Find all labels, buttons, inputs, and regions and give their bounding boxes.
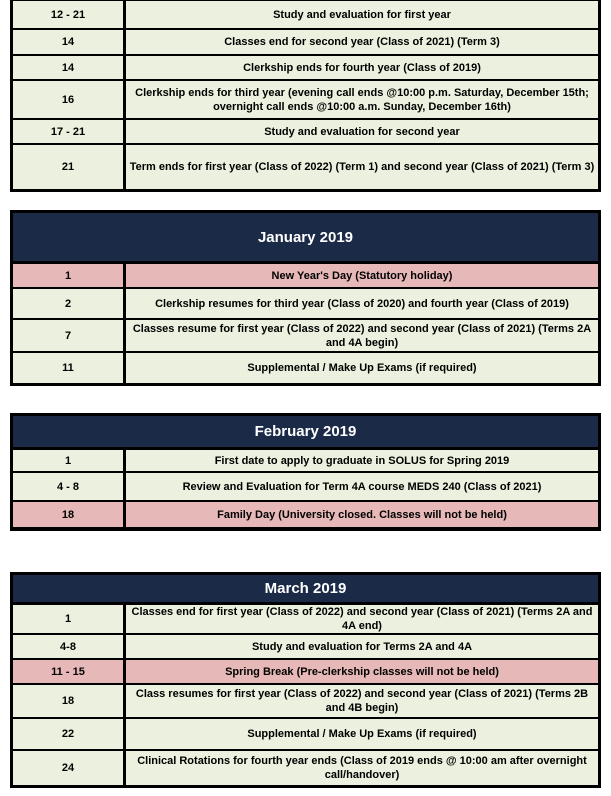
event-cell: Study and evaluation for second year <box>123 120 598 143</box>
date-cell: 24 <box>13 751 123 785</box>
event-cell: Study and evaluation for Terms 2A and 4A <box>123 635 598 658</box>
date-cell: 22 <box>13 719 123 749</box>
table-row <box>13 471 598 500</box>
event-cell: Clerkship ends for third year (evening call ends @10:00 p.m. Saturday, December 15th; overnight call ends @10:00 a.m. Sunday, December 16th) <box>123 81 598 118</box>
event-cell: Review and Evaluation for Term 4A course MEDS 240 (Class of 2021) <box>123 473 598 500</box>
table-row <box>13 143 598 189</box>
month-header: January 2019 <box>13 213 598 261</box>
event-cell: Supplemental / Make Up Exams (if required) <box>123 719 598 749</box>
table-row <box>13 717 598 749</box>
table-row <box>13 261 598 287</box>
table-row <box>13 54 598 79</box>
table-row <box>13 602 598 633</box>
date-cell: 14 <box>13 30 123 54</box>
date-cell: 14 <box>13 56 123 79</box>
date-cell: 18 <box>13 685 123 717</box>
month-header: February 2019 <box>13 416 598 447</box>
date-cell: 2 <box>13 289 123 318</box>
date-cell: 21 <box>13 145 123 189</box>
table-row <box>13 287 598 318</box>
date-cell: 11 <box>13 353 123 383</box>
table-row <box>13 749 598 785</box>
date-cell: 1 <box>13 450 123 471</box>
date-cell: 7 <box>13 320 123 351</box>
table-row <box>13 1 598 28</box>
event-cell: Class resumes for first year (Class of 2022) and second year (Class of 2021) (Terms 2B and 4B begin) <box>123 685 598 717</box>
event-cell: Family Day (University closed. Classes will not be held) <box>123 502 598 527</box>
event-cell: Clinical Rotations for fourth year ends (Class of 2019 ends @ 10:00 am after overnight call/handover) <box>123 751 598 785</box>
table-row <box>13 658 598 683</box>
table-row <box>13 118 598 143</box>
table-row <box>13 500 598 527</box>
january-table <box>10 210 601 386</box>
event-cell: Term ends for first year (Class of 2022) (Term 1) and second year (Class of 2021) (Term 3) <box>123 145 598 189</box>
event-cell: Spring Break (Pre-clerkship classes will not be held) <box>123 660 598 683</box>
date-cell: 4 - 8 <box>13 473 123 500</box>
february-table <box>10 413 601 531</box>
date-cell: 1 <box>13 264 123 287</box>
date-cell: 11 - 15 <box>13 660 123 683</box>
month-header: March 2019 <box>13 575 598 602</box>
date-cell: 4-8 <box>13 635 123 658</box>
event-cell: Classes end for first year (Class of 2022) and second year (Class of 2021) (Terms 2A and 4A end) <box>123 605 598 633</box>
december-table <box>10 0 601 192</box>
table-row <box>13 79 598 118</box>
event-cell: New Year's Day (Statutory holiday) <box>123 264 598 287</box>
table-row <box>13 447 598 471</box>
event-cell: Study and evaluation for first year <box>123 1 598 28</box>
table-row <box>13 633 598 658</box>
date-cell: 1 <box>13 605 123 633</box>
date-cell: 16 <box>13 81 123 118</box>
table-row <box>13 683 598 717</box>
march-table <box>10 572 601 788</box>
table-row <box>13 351 598 383</box>
event-cell: Clerkship resumes for third year (Class of 2020) and fourth year (Class of 2019) <box>123 289 598 318</box>
date-cell: 18 <box>13 502 123 527</box>
date-cell: 17 - 21 <box>13 120 123 143</box>
event-cell: Supplemental / Make Up Exams (if required) <box>123 353 598 383</box>
table-row <box>13 318 598 351</box>
event-cell: Classes resume for first year (Class of 2022) and second year (Class of 2021) (Terms 2A and 4A begin) <box>123 320 598 351</box>
event-cell: Classes end for second year (Class of 2021) (Term 3) <box>123 30 598 54</box>
table-row <box>13 28 598 54</box>
event-cell: First date to apply to graduate in SOLUS for Spring 2019 <box>123 450 598 471</box>
date-cell: 12 - 21 <box>13 1 123 28</box>
event-cell: Clerkship ends for fourth year (Class of 2019) <box>123 56 598 79</box>
